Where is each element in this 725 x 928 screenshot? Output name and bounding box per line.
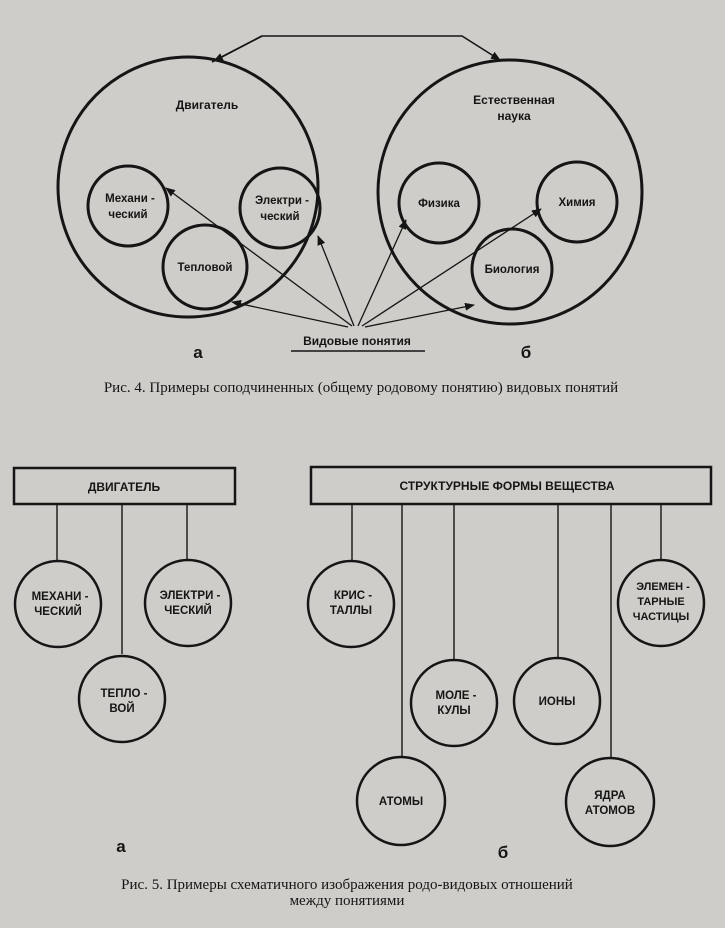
fig4-center-label: Видовые понятия <box>303 334 411 348</box>
fig4-label-mechanical-line2: ческий <box>108 209 148 221</box>
fig5-label-electrical-line1: ЭЛЕКТРИ - <box>159 590 221 602</box>
fig4-arrow-to-physics <box>358 220 406 326</box>
fig4-panel-a-label: а <box>193 343 203 362</box>
fig4-label-mechanical-line1: Механи - <box>105 193 155 205</box>
fig5-label-thermal-line1: ТЕПЛО - <box>100 688 148 700</box>
fig5-label-molecules-line1: МОЛЕ - <box>435 690 477 702</box>
fig4-circle-mechanical <box>88 166 168 246</box>
fig5-label-elementary-line3: ЧАСТИЦЫ <box>632 611 690 623</box>
fig4-arrow-to-mechanical <box>166 188 352 326</box>
fig5-label-molecules-line2: КУЛЫ <box>437 705 471 717</box>
fig4-arrow-to-electrical <box>318 236 354 326</box>
fig4-label-physics: Физика <box>418 198 460 210</box>
fig4 <box>58 36 642 396</box>
fig5-circle-electrical <box>145 560 231 646</box>
fig5-circle-molecules <box>411 660 497 746</box>
fig5-label-crystals-line1: КРИС - <box>333 590 373 602</box>
fig5-label-electrical-line2: ЧЕСКИЙ <box>164 605 212 617</box>
fig4-caption: Рис. 4. Примеры соподчиненных (общему родовому понятию) видовых понятий <box>103 380 619 396</box>
fig4-right-circle-label-line2: наука <box>497 109 531 123</box>
fig5-circle-mechanical <box>15 561 101 647</box>
fig4-top-connector-left-arrow <box>214 36 262 61</box>
fig5-label-thermal-line2: ВОЙ <box>109 703 135 715</box>
fig5-label-ions: ИОНЫ <box>538 696 576 708</box>
fig4-left-big-circle <box>58 57 318 317</box>
fig5-right-header-label: СТРУКТУРНЫЕ ФОРМЫ ВЕЩЕСТВА <box>399 479 615 493</box>
fig5-label-mechanical-line2: ЧЕСКИЙ <box>34 606 82 618</box>
fig5-label-mechanical-line1: МЕХАНИ - <box>31 591 89 603</box>
fig5-label-elementary-line1: ЭЛЕМЕН - <box>636 581 690 593</box>
fig4-label-electrical-line2: ческий <box>260 211 300 223</box>
fig4-arrow-to-thermal <box>232 302 348 327</box>
fig5-label-crystals-line2: ТАЛЛЫ <box>329 605 373 617</box>
fig5-label-nuclei-line1: ЯДРА <box>594 790 626 802</box>
fig4-label-biology: Биология <box>484 264 540 276</box>
fig5-caption-line2: между понятиями <box>289 893 405 909</box>
fig4-label-chemistry: Химия <box>558 197 596 209</box>
fig4-panel-b-label: б <box>520 343 532 362</box>
fig5-caption-line1: Рис. 5. Примеры схематичного изображения родо-видовых отношений <box>121 877 573 893</box>
fig5-circle-nuclei <box>566 758 654 846</box>
fig5-circle-crystals <box>308 561 394 647</box>
fig5-label-nuclei-line2: АТОМОВ <box>584 805 636 817</box>
fig5-panel-b-label: б <box>497 843 509 862</box>
fig5-label-atoms: АТОМЫ <box>378 796 424 808</box>
fig5-left-header-label: ДВИГАТЕЛЬ <box>87 480 161 494</box>
fig5-panel-a-label: а <box>116 837 126 856</box>
fig4-left-circle-label: Двигатель <box>175 98 239 112</box>
fig4-label-electrical-line1: Электри - <box>255 195 309 207</box>
fig4-right-circle-label-line1: Естественная <box>473 93 555 107</box>
fig5 <box>14 467 711 909</box>
fig5-label-elementary-line2: ТАРНЫЕ <box>637 596 685 608</box>
fig4-arrow-to-biology <box>365 305 474 327</box>
fig4-circle-electrical <box>240 168 320 248</box>
fig4-label-thermal: Тепловой <box>177 262 233 274</box>
